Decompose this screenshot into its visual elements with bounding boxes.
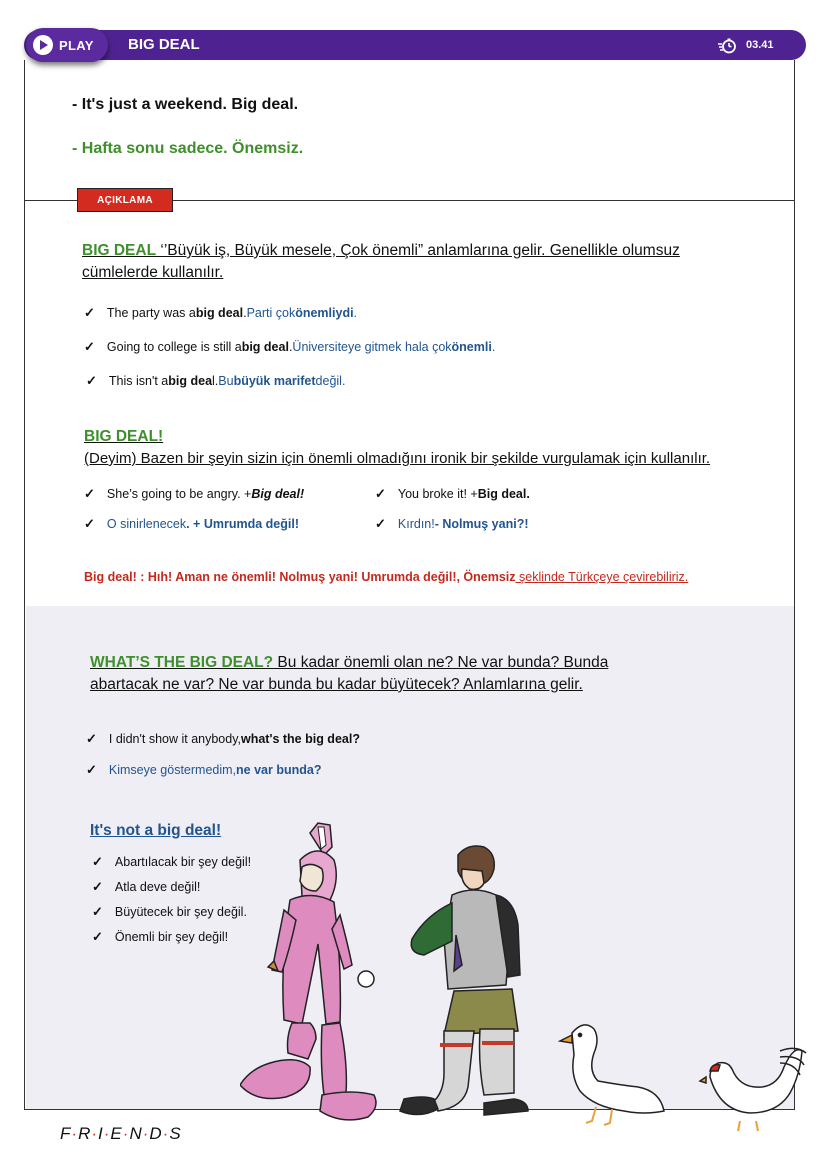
- check-icon: ✓: [84, 339, 95, 354]
- check-icon: ✓: [92, 904, 103, 919]
- check-icon: ✓: [84, 486, 95, 501]
- whats-the-big-deal-definition: WHAT’S THE BIG DEAL? Bu kadar önemli olan ne? Ne var bunda? Bunda abartacak ne var? Ne var bunda bu kadar büyütecek? Anlamlarına gelir.: [90, 654, 609, 693]
- explanation-badge: AÇIKLAMA: [77, 188, 173, 212]
- list-item: ✓ You broke it! + Big deal.: [375, 486, 530, 501]
- list-item: ✓ Kimseye göstermedim, ne var bunda?: [86, 762, 322, 777]
- term-whats-the-big-deal: WHAT’S THE BIG DEAL?: [90, 654, 274, 671]
- friends-characters-illustration: [240, 815, 810, 1135]
- timer-icon: [718, 38, 736, 54]
- check-icon: ✓: [375, 516, 386, 531]
- header-title: BIG DEAL: [128, 36, 200, 53]
- big-deal-idiom-definition: [84, 426, 784, 470]
- list-item: ✓ Atla deve değil!: [92, 879, 201, 894]
- duck-figure: [560, 1025, 664, 1125]
- big-deal-definition: [82, 240, 732, 284]
- its-not-a-big-deal-title: It's not a big deal!: [90, 822, 222, 839]
- list-item: ✓ Going to college is still a big deal . Üniversiteye gitmek hala çok önemli .: [84, 339, 496, 354]
- time-readout: 03.41: [746, 39, 774, 51]
- list-item: ✓ This isn't a big dea l. Bu büyük marifet değil.: [86, 373, 346, 388]
- list-item: ✓ O sinirlenecek . + Umrumda değil!: [84, 516, 299, 531]
- list-item: ✓ Önemli bir şey değil!: [92, 929, 229, 944]
- check-icon: ✓: [84, 516, 95, 531]
- check-icon: ✓: [92, 879, 103, 894]
- check-icon: ✓: [375, 486, 386, 501]
- list-item: ✓ I didn't show it anybody, what's the big deal?: [86, 731, 360, 746]
- check-icon: ✓: [86, 373, 97, 388]
- chicken-figure: [700, 1048, 806, 1131]
- term-big-deal: BIG DEAL: [82, 242, 157, 259]
- definition-text: ‘’Büyük iş, Büyük mesele, Çok önemli” anlamlarına gelir. Genellikle olumsuz cümlelerde kullanılır.: [82, 242, 680, 281]
- example-english: - It's just a weekend. Big deal.: [72, 96, 299, 113]
- friends-logo: F·R·I·E·N·D·S: [60, 1124, 182, 1143]
- translation-summary: Big deal! : Hıh! Aman ne önemli! Nolmuş yani! Umrumda değil!, Önemsiz şeklinde Türkçeye çevirebiliriz.: [84, 570, 689, 584]
- boy-figure: [400, 846, 528, 1115]
- play-label: PLAY: [59, 37, 94, 53]
- play-button[interactable]: [26, 28, 108, 62]
- list-item: ✓ Kırdın! - Nolmuş yani?!: [375, 516, 529, 531]
- pink-bunny-figure: [240, 823, 376, 1120]
- list-item: ✓ Abartılacak bir şey değil!: [92, 854, 252, 869]
- idiom-text: (Deyim) Bazen bir şeyin sizin için önemli olmadığını ironik bir şekilde vurgulamak için kullanılır.: [84, 450, 711, 467]
- check-icon: ✓: [92, 929, 103, 944]
- list-item: ✓ She’s going to be angry. + Big deal!: [84, 486, 305, 501]
- list-item: ✓ Büyütecek bir şey değil.: [92, 904, 247, 919]
- check-icon: ✓: [84, 305, 95, 320]
- check-icon: ✓: [86, 762, 97, 777]
- check-icon: ✓: [86, 731, 97, 746]
- list-item: ✓ The party was a big deal . Parti çok önemliydi .: [84, 305, 358, 320]
- example-turkish: - Hafta sonu sadece. Önemsiz.: [72, 140, 304, 157]
- play-icon: [33, 35, 53, 55]
- check-icon: ✓: [92, 854, 103, 869]
- term-big-deal-exclaim: BIG DEAL!: [84, 428, 164, 445]
